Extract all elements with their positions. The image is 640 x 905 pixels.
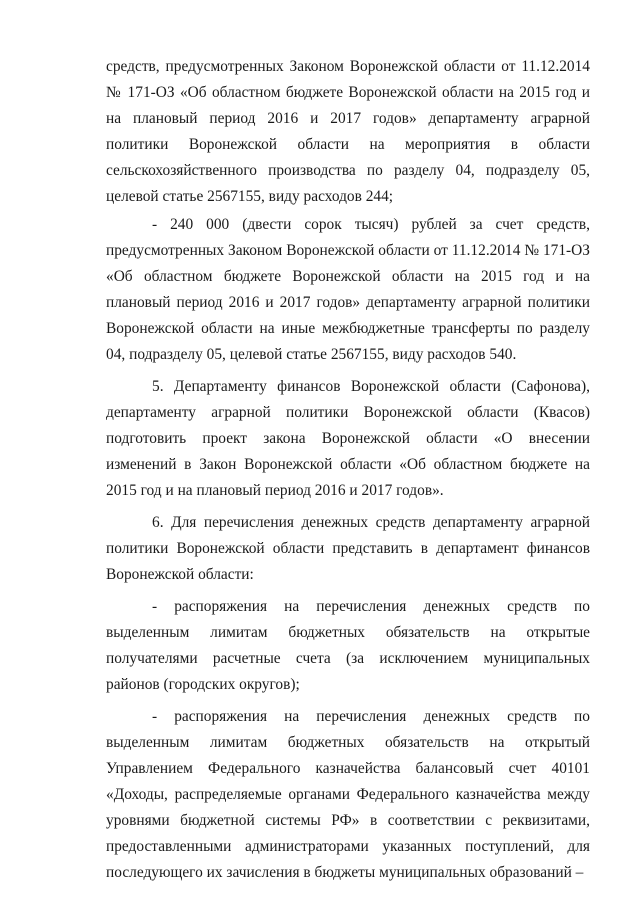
paragraph-orders-balance-account: - распоряжения на перечисления денежных средств по выделенным лимитам бюджетных обязательств на открытый Управлением Федерального казначейства балансовый счет 40101 «Доходы, распределяемые органами Федерального казначейства между уровнями бюджетной системы РФ» в соответствии с реквизитами, предоставленными администраторами указанных поступлений, для последующего их зачисления в бюджеты муниципальных образований – (106, 708, 590, 881)
paragraph-item-5: 5. Департаменту финансов Воронежской области (Сафонова), департаменту аграрной политики Воронежской области (Квасов) подготовить проект закона Воронежской области «О внесении изменений в Закон Воронежской области «Об областном бюджете на 2015 год и на плановый период 2016 и 2017 годов». (106, 378, 590, 499)
paragraph-orders-settlement-accounts: - распоряжения на перечисления денежных средств по выделенным лимитам бюджетных обязательств на открытые получателями расчетные счета (за исключением муниципальных районов (городских округов); (106, 598, 590, 693)
paragraph-allocation-240000: - 240 000 (двести сорок тысяч) рублей за счет средств, предусмотренных Законом Воронежской области от 11.12.2014 № 171-ОЗ «Об областном бюджете Воронежской области на 2015 год и на плановый период 2016 и 2017 годов» департаменту аграрной политики Воронежской области на иные межбюджетные трансферты по разделу 04, подразделу 05, целевой статье 2567155, виду расходов 540. (106, 216, 590, 363)
paragraph-continuation: средств, предусмотренных Законом Воронежской области от 11.12.2014 № 171-ОЗ «Об областном бюджете Воронежской области на 2015 год и на плановый период 2016 и 2017 годов» департаменту аграрной политики Воронежской области на мероприятия в области сельскохозяйственного производства по разделу 04, подразделу 05, целевой статье 2567155, виду расходов 244; (106, 58, 590, 205)
document-body (106, 54, 590, 886)
paragraph-item-6: 6. Для перечисления денежных средств департаменту аграрной политики Воронежской области представить в департамент финансов Воронежской области: (106, 514, 590, 583)
